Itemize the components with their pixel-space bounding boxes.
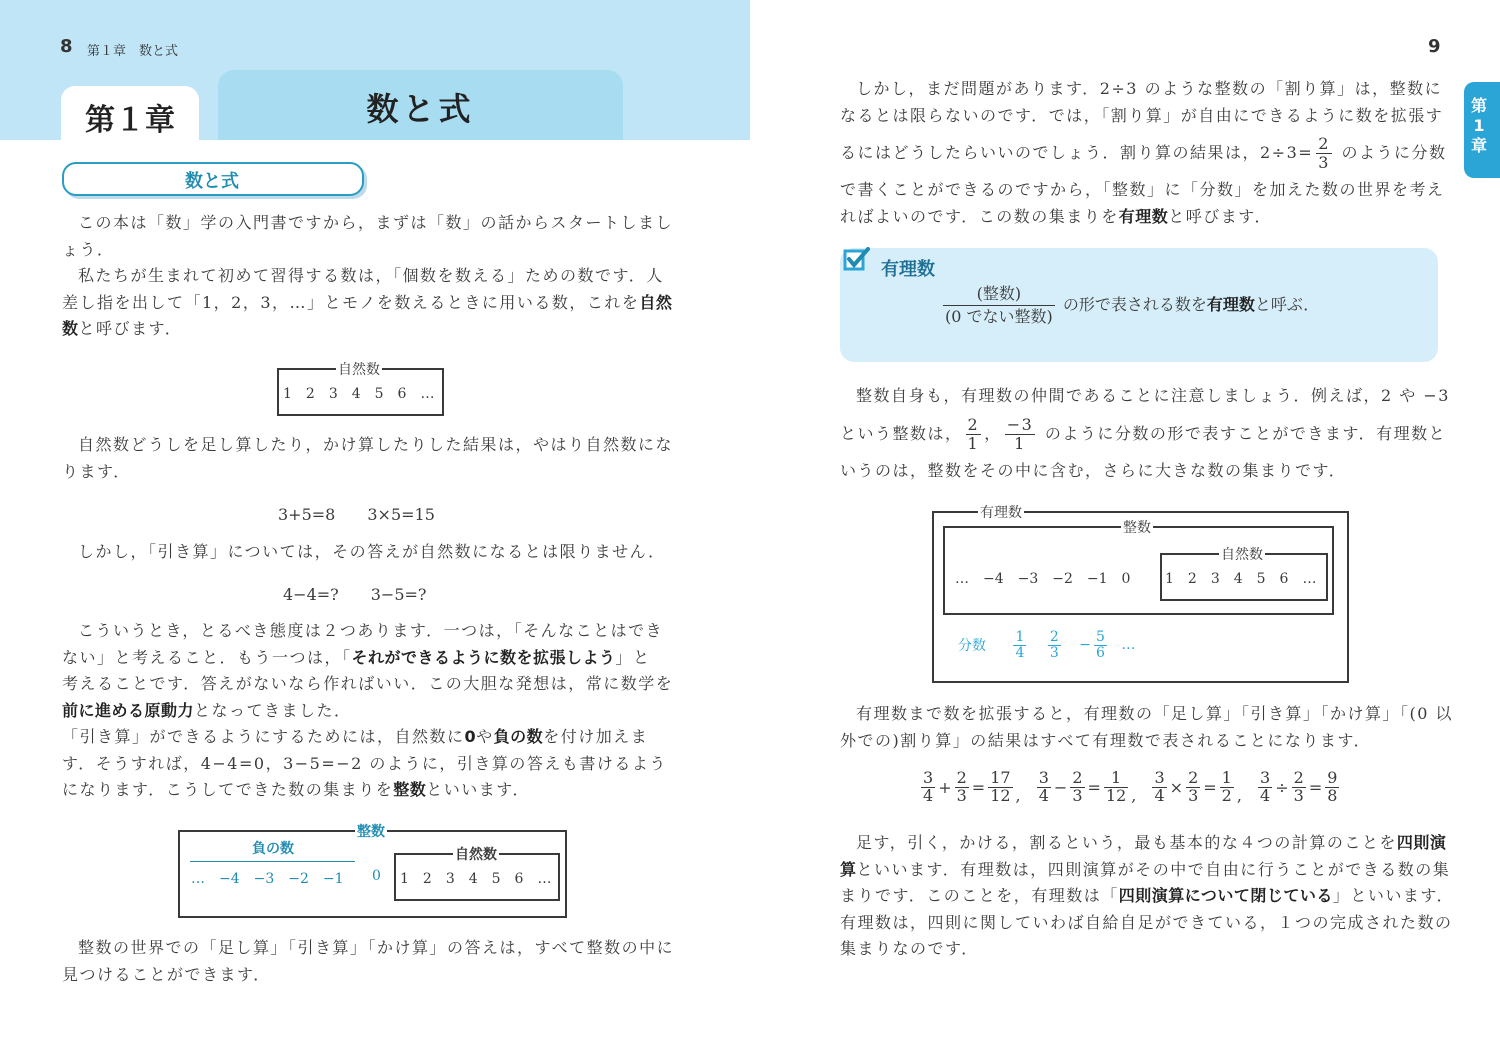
tab-char-1: 第 [1470,96,1487,115]
fraction-label: 分数 [958,638,986,655]
rational-negative-list: … −4 −3 −2 −1 0 [955,571,1131,587]
eq-d-f2: $\frac{2}{3}$ [1293,768,1304,805]
rational-box-label: 有理数 [978,502,1024,522]
callout-title: 有理数 [881,259,935,280]
paragraph-rational-ops: 有理数まで数を拡張すると，有理数の「足し算」「引き算」「かけ算」「(0 以 外での)割り算」の結果はすべて有理数で表されることになります． [840,704,1454,750]
negative-number-list: … −4 −3 −2 −1 [191,871,344,887]
paragraph-extension: こういうとき，とるべき態度は２つあります．一つは，「そんなことはでき ない」と考えること．もう一つは，「それができるように数を拡張しよう」と 考えることです．答えがないなら作ればいい．この大胆な発想は，常に数学を 前に進める原動力となってきました． 「引き算」ができるようにするためには，自然数に0や負の数を付け加えま す．そうすれば，4−4=0，3−5=−2 のように，引き算の答えも書けるよう になります．こうしてできた数の集まりを整数といいます． [62,621,674,799]
fraction-neg3-1: $\frac{-3}{1}$ [1006,414,1034,453]
integer-inner-natural-list: 1 2 3 4 5 6 … [400,871,552,887]
eq-b-f2: $\frac{2}{3}$ [1072,768,1083,805]
equation-add-mult: 3+5=8 3×5=15 [278,505,435,524]
paragraph-closure: 自然数どうしを足し算したり，かけ算したりした結果は，やはり自然数にな ります． [62,435,674,481]
fraction-neg-5-6: $\frac{5}{6}$ [1095,629,1105,661]
paragraph-integers-rational: 整数自身も，有理数の仲間であることに注意しましょう．例えば，2 や −3 という整数は， $\frac{2}{1}$ ， $\frac{-3}{1}$ のように分数の形で表すことができます．有理数と いうのは，整数をその中に含む，さらに大きな数の集まりです． [840,386,1450,480]
chapter-title: 数と式 [366,90,475,128]
rational-natural-label: 自然数 [1219,544,1265,564]
eq-b-f3: $\frac{1}{12}$ [1105,768,1127,805]
eq-a-f2: $\frac{2}{3}$ [956,768,967,805]
integer-box-label: 整数 [355,821,387,841]
fraction-1-4: $\frac{1}{4}$ [1015,629,1025,661]
tab-char-2: 1 [1473,116,1485,135]
rational-equations: $\frac{3}{4}$ + $\frac{2}{3}$ = $\frac{17}{12}$ , $\frac{3}{4}$ − $\frac{2}{3}$ = $\frac{1}{12}$ , $\frac{3}{4}$ × $\frac{2}{3}$ = $\frac{1}{2}$ , $\frac{3}{4}$ ÷ $\frac{2}{3}$ = $\frac{9}{8}$ [923,768,1338,805]
fraction-2-1: $\frac{2}{1}$ [967,414,980,453]
eq-c-f3: $\frac{1}{2}$ [1221,768,1232,805]
fraction-2-3-set: $\frac{2}{3}$ [1049,629,1059,661]
tab-char-3: 章 [1470,136,1487,155]
running-head-left: 第１章 数と式 [87,44,179,59]
natural-number-box-label: 自然数 [336,359,382,379]
chapter-label: 第１章 [85,103,175,138]
paragraph-intro: この本は「数」学の入門書ですから，まずは「数」の話からスタートしまし ょう． 私たちが生まれて初めて習得する数は，「個数を数える」ための数です．人 差し指を出して「1，2，3，…」とモノを数えるときに用いる数，これを自然 数と呼びます． [62,213,674,338]
page-number-left: 8 [60,36,73,57]
zero-value: 0 [372,868,381,884]
negative-number-label: 負の数 [252,841,294,857]
eq-b-f1: $\frac{3}{4}$ [1038,768,1049,805]
integer-inner-natural-label: 自然数 [453,844,499,864]
paragraph-integer-closure: 整数の世界での「足し算」「引き算」「かけ算」の答えは，すべて整数の中に 見つけることができます． [62,938,675,984]
eq-d-f1: $\frac{3}{4}$ [1260,768,1271,805]
natural-number-list: 1 2 3 4 5 6 … [283,386,435,402]
eq-c-f2: $\frac{2}{3}$ [1188,768,1199,805]
fraction-group: 分数 $\frac{1}{4}$ $\frac{2}{3}$ − $\frac{5}{6}$ … [958,629,1136,661]
eq-a-f1: $\frac{3}{4}$ [923,768,934,805]
paragraph-four-operations: 足す，引く，かける，割るという，最も基本的な４つの計算のことを四則演 算といいます．有理数は，四則演算がその中で自由に行うことができる数の集 まりです．このことを，有理数は「四則演算について閉じている」といいます． 有理数は，四則に関していわば自給自足ができている，１つの完成された数の 集まりなのです． [840,833,1455,958]
paragraph-subtraction: しかし，「引き算」については，その答えが自然数になるとは限りません． [78,542,666,561]
rational-definition-fraction: $\frac{\text{(整数)}}{\text{(0 でない整数)}}$ [945,284,1053,326]
paragraph-division: しかし，まだ問題があります．2÷3 のような整数の「割り算」は，整数に なるとは限らないのです．では，「割り算」が自由にできるように数を拡張す るにはどうしたらいいのでしょう．割り算の結果は，2÷3= $\frac{2}{3}$ のように分数 で書くことができるのですから，「整数」に「分数」を加えた数の世界を考え ればよいのです．この数の集まりを有理数と呼びます． [840,79,1447,226]
fraction-2-3: $\frac{2}{3}$ [1318,134,1330,172]
section-title: 数と式 [185,171,239,192]
negative-number-underline [190,861,355,862]
eq-d-f3: $\frac{9}{8}$ [1327,768,1338,805]
rational-integer-label: 整数 [1121,517,1153,537]
checkbox-icon [842,246,868,272]
rational-natural-list: 1 2 3 4 5 6 … [1165,571,1317,587]
chapter-side-tab-text [1464,96,1494,156]
eq-a-f3: $\frac{17}{12}$ [990,768,1011,805]
callout-definition: $\frac{\text{(整数)}}{\text{(0 でない整数)}}$ の形で表される数を有理数と呼ぶ． [945,284,1320,326]
page-number-right: 9 [1428,36,1441,57]
equation-subtraction: 4−4=? 3−5=? [283,585,427,604]
eq-c-f1: $\frac{3}{4}$ [1154,768,1165,805]
